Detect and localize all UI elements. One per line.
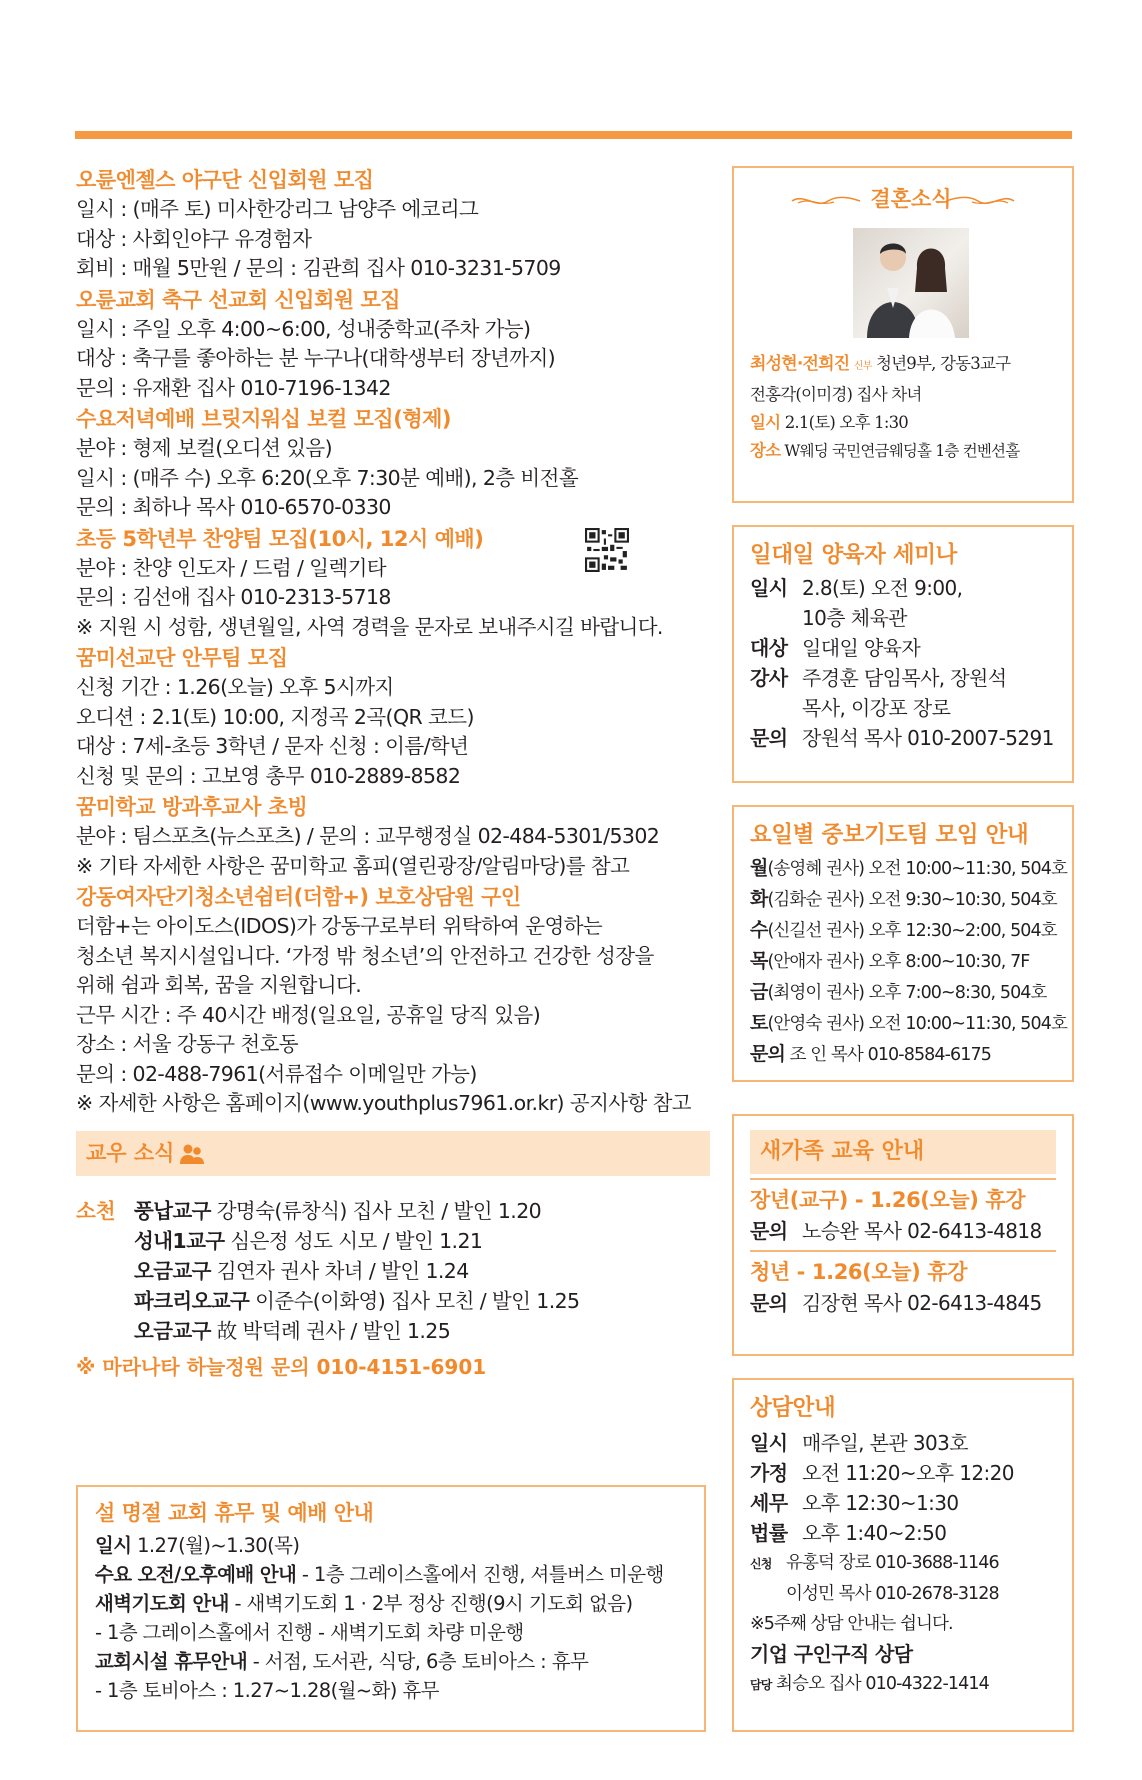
couple-illustration-icon	[853, 228, 969, 338]
row-value: 장원석 목사 010-2007-5291	[802, 726, 1054, 750]
notice-line: 회비 : 매월 5만원 / 문의 : 김관희 집사 010-3231-5709	[76, 256, 561, 280]
notice-line: 대상 : 사회인야구 유경험자	[76, 226, 312, 251]
notice-line: 근무 시간 : 주 40시간 배정(일요일, 공휴일 당직 있음)	[76, 1002, 541, 1027]
counseling-box	[732, 1378, 1074, 1732]
notice-line: 청소년 복지시설입니다. ‘가정 밖 청소년’의 안전하고 건강한 성장을	[76, 943, 654, 968]
notice-bridge-worship	[76, 405, 710, 523]
notice-line: 분야 : 팀스포츠(뉴스포츠) / 문의 : 교무행정실 02-484-5301/5302	[76, 824, 660, 848]
row-key: 대상	[750, 636, 788, 660]
prayer-detail: (송영혜 권사) 오전 10:00~11:30, 504호	[767, 859, 1068, 879]
counsel-apply-line2: 이성민 목사 010-2678-3128	[786, 1584, 999, 1604]
row-key: 세무	[750, 1491, 788, 1515]
contact-key: 문의	[750, 1043, 785, 1065]
row-value: 오후 12:30~1:30	[802, 1491, 959, 1515]
divider	[750, 1250, 1056, 1252]
notice-title: 오륜교회 축구 선교회 신입회원 모집	[76, 287, 401, 312]
row-value: 일대일 양육자	[802, 636, 921, 660]
apply-key: 신청	[750, 1557, 772, 1571]
new-family-title: 새가족 교육 안내	[750, 1130, 1056, 1174]
notice-title: 수요저녁예배 브릿지워십 보컬 모집(형제)	[76, 407, 451, 431]
holiday-row-key: 수요 오전/오후예배 안내	[95, 1563, 297, 1586]
funeral-list	[134, 1196, 580, 1346]
weekday: 목	[750, 950, 768, 972]
job-value: 최승오 집사 010-4322-1414	[771, 1674, 989, 1694]
notice-line: 오디션 : 2.1(토) 10:00, 지정곡 2곡(QR 코드)	[76, 704, 474, 729]
prayer-detail: (안영숙 권사) 오전 10:00~11:30, 504호	[767, 1014, 1068, 1034]
parenting-title: 일대일 양육자 세미나	[750, 542, 957, 568]
list-item	[95, 1676, 704, 1705]
notice-line: 문의 : 최하나 목사 010-6570-0330	[76, 495, 391, 519]
divider	[750, 1178, 1056, 1180]
new-family-contact1	[750, 1216, 1072, 1246]
notice-line: 신청 및 문의 : 고보영 총무 010-2889-8582	[76, 763, 461, 788]
new-family-sub1: 장년(교구) - 1.26(오늘) 휴강	[750, 1188, 1026, 1212]
notice-line: 문의 : 02-488-7961(서류접수 이메일만 가능)	[76, 1061, 477, 1086]
list-item	[95, 1560, 704, 1589]
list-item	[750, 977, 1072, 1008]
job-counsel-title: 기업 구인구직 상담	[750, 1642, 913, 1666]
notice-youth-shelter	[76, 883, 710, 1119]
new-family-box	[732, 1114, 1074, 1356]
notice-line: 분야 : 찬양 인도자 / 드럼 / 일렉기타	[76, 555, 386, 580]
contact-value: 김장현 목사 02-6413-4845	[802, 1291, 1042, 1315]
list-item	[750, 663, 1072, 693]
bride-badge: 신부	[853, 361, 872, 372]
holiday-date-key: 일시	[95, 1534, 132, 1557]
notice-line: 문의 : 김선애 집사 010-2313-5718	[76, 585, 391, 609]
list-item	[750, 1488, 1072, 1518]
holiday-title: 설 명절 교회 휴무 및 예배 안내	[95, 1501, 374, 1525]
row-key: 법률	[750, 1521, 788, 1545]
list-item	[750, 573, 1072, 603]
row-value: 오전 11:20~오후 12:20	[802, 1461, 1014, 1485]
holiday-row-key: 교회시설 휴무안내	[95, 1650, 248, 1673]
weekday: 화	[750, 888, 768, 910]
prayer-detail: (안애자 권사) 오후 8:00~10:30, 7F	[767, 952, 1030, 972]
notice-line: ※ 기타 자세한 사항은 꿈미학교 홈피(열린광장/알림마당)를 참고	[76, 853, 630, 878]
notice-line: 문의 : 유재환 집사 010-7196-1342	[76, 375, 391, 400]
row-key	[750, 603, 802, 633]
list-item	[134, 1196, 580, 1226]
list-item	[134, 1226, 580, 1256]
list-item	[750, 915, 1072, 946]
list-item	[750, 603, 1072, 633]
notice-title: 꿈미학교 방과후교사 초빙	[76, 795, 308, 819]
couple-desc: 청년9부, 강동3교구	[871, 354, 1011, 373]
wedding-photo	[853, 228, 969, 338]
funeral-detail: 故 박덕례 권사 / 발인 1.25	[210, 1318, 451, 1343]
wedding-parent-line: 전홍각(이미경) 집사 차녀	[750, 385, 922, 404]
wedding-title: 결혼소식	[870, 187, 952, 211]
row-key: 일시	[750, 1431, 788, 1455]
holiday-row-value: - 새벽기도회 1 · 2부 정상 진행(9시 기도회 없음)	[228, 1592, 633, 1615]
row-value: 매주일, 본관 303호	[802, 1431, 968, 1455]
row-key: 문의	[750, 726, 788, 750]
funeral-news	[76, 1196, 710, 1346]
weekday: 월	[750, 857, 768, 879]
row-value: 오후 1:40~2:50	[802, 1521, 947, 1545]
holiday-row-key: 새벽기도회 안내	[95, 1592, 229, 1615]
holiday-row-value: - 1층 토비아스 : 1.27~1.28(월~화) 휴무	[95, 1679, 439, 1702]
counsel-note: ※5주째 상담 안내는 쉽니다.	[750, 1614, 953, 1634]
list-item	[134, 1286, 580, 1316]
notice-afterschool	[76, 793, 710, 881]
row-key	[750, 693, 802, 723]
funeral-detail: 이준수(이화영) 집사 모친 / 발인 1.25	[249, 1288, 580, 1313]
row-key: 일시	[750, 576, 788, 600]
list-item	[750, 633, 1072, 663]
prayer-detail: (김화순 권사) 오전 9:30~10:30, 504호	[767, 890, 1057, 910]
wedding-date-line	[750, 409, 1072, 437]
notice-line: 대상 : 축구를 좋아하는 분 누구나(대학생부터 장년까지)	[76, 346, 556, 370]
district-name: 파크리오교구	[134, 1288, 250, 1313]
notice-dance-team	[76, 644, 710, 791]
new-family-contact2	[750, 1288, 1072, 1318]
contact-value: 조 인 목사 010-8584-6175	[784, 1045, 991, 1065]
prayer-title: 요일별 중보기도팀 모임 안내	[750, 822, 1029, 848]
wedding-header	[750, 184, 1072, 214]
notice-line: ※ 자세한 사항은 홈페이지(www.youthplus7961.or.kr) 공지사항 참고	[76, 1091, 692, 1115]
holiday-date-value: 1.27(월)~1.30(목)	[131, 1534, 300, 1557]
notice-title: 강동여자단기청소년쉼터(더함+) 보호상담원 구인	[76, 885, 521, 909]
list-item	[750, 1458, 1072, 1488]
funeral-label: 소천	[76, 1198, 116, 1223]
people-icon	[179, 1142, 205, 1166]
row-key: 강사	[750, 666, 788, 690]
counsel-title: 상담안내	[750, 1395, 836, 1421]
counsel-apply-line1	[750, 1548, 1072, 1579]
notice-line: 더함+는 아이도스(IDOS)가 강동구로부터 위탁하여 운영하는	[76, 914, 603, 938]
wedding-couple-line	[750, 350, 1072, 381]
list-item	[750, 946, 1072, 977]
job-counsel-contact	[750, 1669, 1072, 1700]
job-key: 담당	[750, 1678, 772, 1692]
district-name: 오금교구	[134, 1258, 211, 1283]
kyowoo-news-header	[76, 1131, 710, 1176]
weekday: 토	[750, 1012, 768, 1034]
notice-title: 초등 5학년부 찬양팀 모집(10시, 12시 예배)	[76, 526, 484, 551]
wedding-box	[732, 166, 1074, 503]
district-name: 풍납교구	[134, 1198, 211, 1223]
holiday-row-value: - 1층 그레이스홀에서 진행, 셔틀버스 미운행	[296, 1563, 664, 1586]
list-item	[750, 884, 1072, 915]
apply-value: 유홍덕 장로 010-3688-1146	[786, 1553, 999, 1573]
holiday-row-value: - 서점, 도서관, 식당, 6층 토비아스 : 휴무	[247, 1650, 589, 1673]
wedding-date-key: 일시	[750, 413, 781, 432]
district-name: 오금교구	[134, 1318, 211, 1343]
notice-line: 신청 기간 : 1.26(오늘) 오후 5시까지	[76, 675, 394, 699]
list-item	[750, 1008, 1072, 1039]
wedding-info	[750, 350, 1072, 465]
list-item	[750, 1428, 1072, 1458]
funeral-detail: 김연자 권사 차녀 / 발인 1.24	[210, 1258, 469, 1283]
row-value: 10층 체육관	[802, 606, 907, 630]
list-item	[95, 1589, 704, 1618]
funeral-detail: 심은정 성도 시모 / 발인 1.21	[224, 1228, 483, 1253]
row-key: 가정	[750, 1461, 788, 1485]
ornament-left-icon	[790, 194, 862, 208]
funeral-detail: 강명숙(류창식) 집사 모친 / 발인 1.20	[210, 1198, 542, 1223]
wedding-date-value: 2.1(토) 오후 1:30	[780, 413, 909, 432]
weekday: 수	[750, 919, 768, 941]
weekday: 금	[750, 981, 768, 1003]
notice-title: 오륜엔젤스 야구단 신입회원 모집	[76, 168, 374, 192]
wedding-place-value: W웨딩 국민연금웨딩홀 1층 컨벤션홀	[780, 442, 1020, 460]
prayer-contact	[750, 1039, 1072, 1070]
notice-line: 장소 : 서울 강동구 천호동	[76, 1032, 299, 1056]
wedding-place-key: 장소	[750, 441, 781, 460]
list-item	[750, 723, 1072, 753]
notice-baseball	[76, 166, 710, 284]
qr-code-icon[interactable]	[585, 528, 629, 572]
notice-line: 위해 쉼과 회복, 꿈을 지원합니다.	[76, 973, 362, 997]
left-column	[76, 166, 710, 1382]
parenting-seminar-box	[732, 525, 1074, 783]
row-value: 주경훈 담임목사, 장원석	[802, 666, 1007, 690]
holiday-date	[95, 1531, 704, 1560]
notice-line: 대상 : 7세-초등 3학년 / 문자 신청 : 이름/학년	[76, 734, 469, 758]
district-name: 성내1교구	[134, 1228, 225, 1253]
list-item	[134, 1316, 580, 1346]
wedding-place-line	[750, 437, 1072, 465]
kyowoo-news-title: 교우 소식	[86, 1140, 175, 1165]
contact-key: 문의	[750, 1291, 788, 1315]
notice-line: 일시 : (매주 수) 오후 6:20(오후 7:30분 예배), 2층 비전홀	[76, 465, 579, 490]
row-value: 목사, 이강포 장로	[802, 696, 951, 720]
prayer-detail: (신길선 권사) 오후 12:30~2:00, 504호	[767, 921, 1057, 941]
notice-line: 일시 : 주일 오후 4:00~6:00, 성내중학교(주차 가능)	[76, 316, 531, 341]
couple-names: 최성현·전희진	[750, 354, 850, 374]
maranatha-note: ※ 마라나타 하늘정원 문의 010-4151-6901	[76, 1354, 487, 1379]
list-item	[750, 693, 1072, 723]
notice-title: 꿈미선교단 안무팀 모집	[76, 646, 288, 670]
list-item	[134, 1256, 580, 1286]
notice-line: ※ 지원 시 성함, 생년월일, 사역 경력을 문자로 보내주시길 바랍니다.	[76, 614, 663, 639]
list-item	[95, 1618, 704, 1647]
notice-line: 일시 : (매주 토) 미사한강리그 남양주 에코리그	[76, 197, 479, 221]
notice-line: 분야 : 형제 보컬(오디션 있음)	[76, 436, 333, 460]
list-item	[750, 853, 1072, 884]
list-item	[750, 1518, 1072, 1548]
prayer-detail: (최영이 권사) 오후 7:00~8:30, 504호	[767, 983, 1047, 1003]
holiday-row-value: - 1층 그레이스홀에서 진행 - 새벽기도회 차량 미운행	[95, 1621, 524, 1644]
lunar-new-year-notice	[76, 1485, 706, 1732]
prayer-team-box	[732, 805, 1074, 1082]
top-accent-bar	[75, 131, 1072, 139]
notice-soccer	[76, 286, 710, 404]
ornament-right-icon	[944, 194, 1016, 208]
contact-key: 문의	[750, 1219, 788, 1243]
new-family-sub2: 청년 - 1.26(오늘) 휴강	[750, 1260, 967, 1284]
contact-value: 노승완 목사 02-6413-4818	[802, 1219, 1042, 1243]
list-item	[95, 1647, 704, 1676]
row-value: 2.8(토) 오전 9:00,	[802, 576, 963, 600]
